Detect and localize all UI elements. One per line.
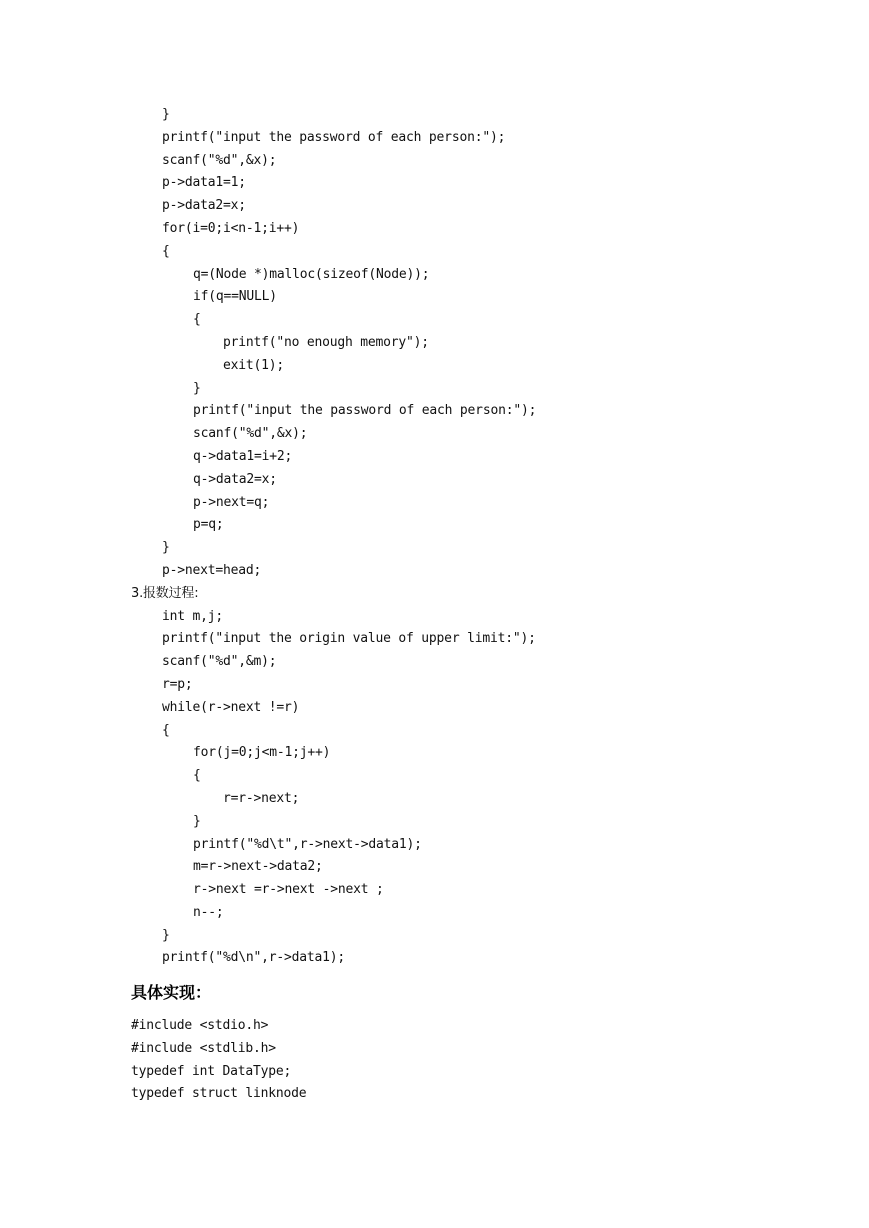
code-line: if(q==NULL) [193,289,277,305]
code-line: scanf("%d",&x); [193,426,308,442]
code-line: } [193,380,201,396]
code-line: { [193,768,201,784]
code-line: p->data1=1; [162,175,246,191]
code-line: p->data2=x; [162,198,246,214]
code-line: n--; [193,904,224,920]
code-line: for(i=0;i<n-1;i++) [162,220,300,236]
code-line: typedef struct linknode [131,1086,307,1102]
code-block-implementation [131,1015,831,1106]
code-line: #include <stdlib.h> [131,1040,276,1056]
code-line: q=(Node *)malloc(sizeof(Node)); [193,266,430,282]
code-line: typedef int DataType; [131,1063,292,1079]
section-heading-implementation: 具体实现： [131,983,212,1002]
code-line: r->next =r->next ->next ; [193,882,384,898]
code-line: { [162,243,170,259]
code-line: q->data2=x; [193,471,277,487]
code-line: } [162,107,170,122]
code-line: r=p; [162,676,193,692]
code-line: #include <stdio.h> [131,1018,269,1033]
code-line: printf("input the password of each person:"); [162,129,506,145]
code-line: } [162,927,170,943]
code-line: m=r->next->data2; [193,859,323,875]
code-line: } [162,540,170,556]
code-line: q->data1=i+2; [193,448,293,464]
code-line: scanf("%d",&m); [162,654,277,670]
code-line: { [162,722,170,738]
code-line: r=r->next; [223,790,300,806]
code-line: p->next=head; [162,562,262,578]
code-line: for(j=0;j<m-1;j++) [193,745,331,761]
code-block-josephus [131,104,831,970]
code-line: p->next=q; [193,494,270,510]
code-line: printf("no enough memory"); [223,334,429,350]
code-line: scanf("%d",&x); [162,152,277,168]
code-line: } [193,813,201,829]
code-line: printf("input the password of each person:"); [193,403,537,419]
code-line: printf("input the origin value of upper limit:"); [162,631,536,647]
code-line: { [193,312,201,328]
code-line: p=q; [193,517,224,533]
code-line: exit(1); [223,357,285,373]
code-line: while(r->next !=r) [162,699,300,715]
step-label: 3.报数过程: [131,585,199,601]
code-line: printf("%d\n",r->data1); [162,950,346,966]
code-line: int m,j; [162,608,224,624]
code-line: printf("%d\t",r->next->data1); [193,836,422,852]
